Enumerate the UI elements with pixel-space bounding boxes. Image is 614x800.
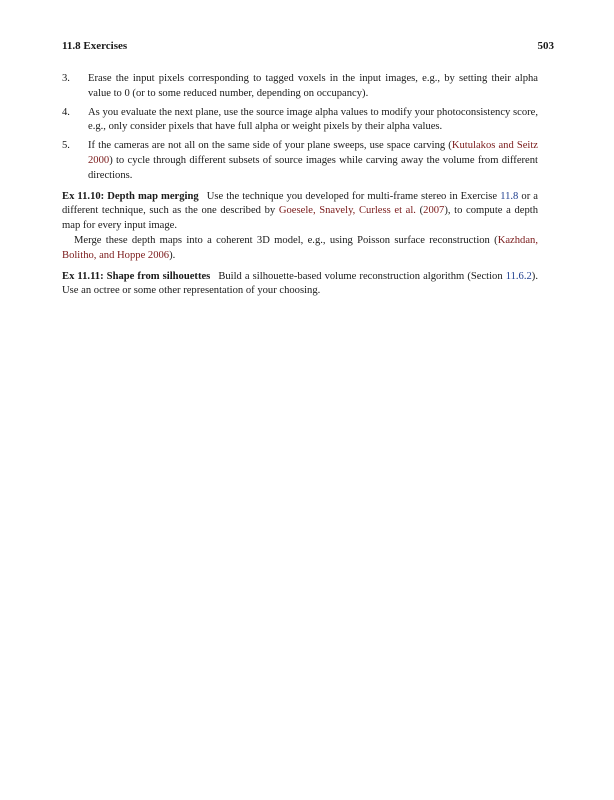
- list-item-text-part: ) to cycle through different subsets of source images while carving away the volume from different directions.: [88, 154, 538, 181]
- list-item-number: 4.: [62, 106, 70, 118]
- list-item-number: 3.: [62, 73, 70, 84]
- list-item: [62, 139, 538, 183]
- exercise-text: ), to compute a depth map for every input image.: [62, 205, 538, 232]
- citation-link[interactable]: 2007: [423, 205, 445, 217]
- exercise-paragraph: [62, 270, 538, 300]
- exercise-text: ).: [169, 249, 176, 261]
- exercise-paragraph: [62, 234, 538, 264]
- exercise-11-10: [62, 190, 538, 264]
- citation-link[interactable]: Kutulakos and Seitz 2000: [88, 140, 539, 166]
- exercise-text: or a different technique, such as the one described by: [62, 190, 538, 217]
- exercise-text: ). Use an octree or some other representation of your choosing.: [62, 270, 538, 297]
- citation-link[interactable]: Goesele, Snavely, Curless et al.: [278, 205, 416, 217]
- exercise-title: Ex 11.11: Shape from silhouettes: [62, 270, 211, 282]
- page-number: 503: [537, 40, 554, 52]
- running-header: [62, 40, 554, 53]
- exercise-ref-link[interactable]: 11.8: [500, 190, 519, 202]
- body-text: [62, 72, 538, 305]
- section-ref-link[interactable]: 11.6.2: [505, 270, 532, 282]
- section-title: 11.8 Exercises: [62, 40, 128, 52]
- exercise-paragraph: [62, 190, 538, 234]
- list-item-text: Erase the input pixels corresponding to tagged voxels in the input images, e.g., by setting their alpha value to 0 (or to some reduced number, depending on occupancy).: [88, 73, 538, 99]
- list-item-text-part: If the cameras are not all on the same side of your plane sweeps, use space carving (: [88, 140, 452, 152]
- exercise-text: Use the technique you developed for multi-frame stereo in Exercise: [206, 190, 501, 202]
- numbered-list: [62, 72, 538, 184]
- list-item: [62, 72, 538, 102]
- list-item-text: As you evaluate the next plane, use the source image alpha values to modify your photoconsistency score, e.g., only consider pixels that have full alpha or weight pixels by their alpha values.: [88, 106, 538, 133]
- exercise-text: Merge these depth maps into a coherent 3D model, e.g., using Poisson surface reconstruction (: [74, 234, 498, 246]
- citation-link[interactable]: Kazhdan, Bolitho, and Hoppe 2006: [62, 234, 538, 261]
- list-item-text: [88, 139, 538, 183]
- exercise-text: Build a silhouette-based volume reconstruction algorithm (Section: [218, 270, 506, 282]
- list-item-number: 5.: [62, 140, 70, 152]
- exercise-11-11: [62, 270, 538, 300]
- list-item: [62, 106, 538, 136]
- exercise-text: (: [415, 205, 424, 217]
- exercise-title: Ex 11.10: Depth map merging: [62, 190, 199, 202]
